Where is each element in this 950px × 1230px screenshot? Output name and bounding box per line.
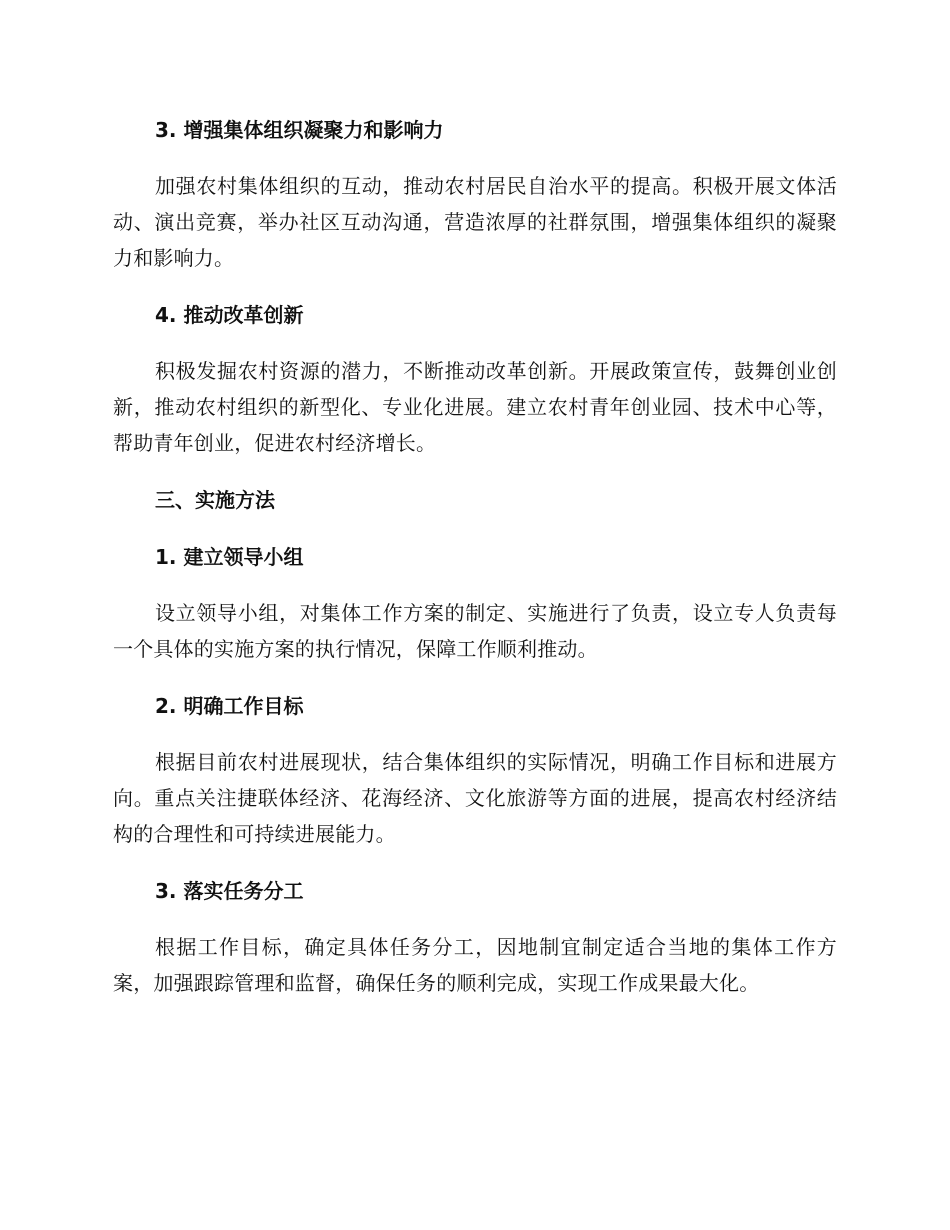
paragraph-goals: 根据目前农村进展现状，结合集体组织的实际情况，明确工作目标和进展方向。重点关注捷联体经济、花海经济、文化旅游等方面的进展，提高农村经济结构的合理性和可持续进展能力。: [113, 750, 837, 846]
section-heading-1-leadership: 1. 建立领导小组: [155, 545, 304, 569]
section-heading-3-cohesion: 3. 增强集体组织凝聚力和影响力: [155, 118, 444, 142]
chapter-heading-implementation: 三、实施方法: [155, 488, 275, 512]
paragraph-tasks: 根据工作目标，确定具体任务分工，因地制宜制定适合当地的集体工作方案，加强跟踪管理和监督，确保任务的顺利完成，实现工作成果最大化。: [113, 935, 837, 995]
section-heading-4-reform: 4. 推动改革创新: [155, 303, 304, 327]
section-heading-2-goals: 2. 明确工作目标: [155, 694, 304, 718]
section-heading-3-tasks: 3. 落实任务分工: [155, 879, 304, 903]
paragraph-reform: 积极发掘农村资源的潜力，不断推动改革创新。开展政策宣传，鼓舞创业创新，推动农村组织的新型化、专业化进展。建立农村青年创业园、技术中心等，帮助青年创业，促进农村经济增长。: [113, 359, 837, 455]
paragraph-cohesion: 加强农村集体组织的互动，推动农村居民自治水平的提高。积极开展文体活动、演出竞赛，举办社区互动沟通，营造浓厚的社群氛围，增强集体组织的凝聚力和影响力。: [113, 174, 837, 270]
paragraph-leadership: 设立领导小组，对集体工作方案的制定、实施进行了负责，设立专人负责每一个具体的实施方案的执行情况，保障工作顺利推动。: [113, 601, 837, 661]
